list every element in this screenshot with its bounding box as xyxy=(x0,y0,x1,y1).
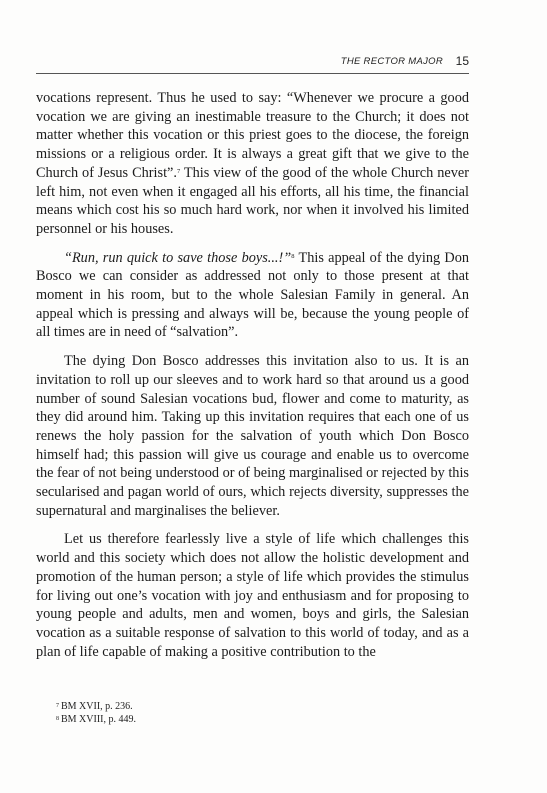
footnote-8-text: BM XVIII, p. 449. xyxy=(61,714,136,726)
footnote-7-text: BM XVII, p. 236. xyxy=(61,701,133,712)
body-text xyxy=(36,89,469,671)
paragraph-2 xyxy=(36,249,469,343)
paragraph-3: The dying Don Bosco addresses this invitation also to us. It is an invitation to roll up our sleeves and to work hard so that around us a good number of sound Salesian vocations bud, flower and come to maturity, as they did around him. Taking up this invitation requires that each one of us renews the holy passion for the salvation of youth which Don Bosco himself had; this passion will give us courage and enable us to overcome the fear of not being understood or of being marginalised or rejected by this secularised and pagan world of ours, which rejects diversity, suppresses the supernatural and marginalises the believer. xyxy=(36,353,469,519)
paragraph-1 xyxy=(36,89,469,239)
footnote-8 xyxy=(56,713,136,726)
paragraph-1-text-before: vocations represent. Thus he used to say: “Whenever we procure a good vocation we are giving an inestimable treasure to the Church; it does not matter whether this vocation or this priest goes to the diocese, the foreign missions or a religious order. It is always a great gift that we give to the Church of Jesus Christ”. xyxy=(36,90,469,181)
footnote-7 xyxy=(56,700,136,713)
paragraph-2-quote: “Run, run quick to save those boys...!” xyxy=(64,249,292,266)
footnote-7-number: 7 xyxy=(56,703,59,709)
running-title: THE RECTOR MAJOR xyxy=(340,56,443,67)
paragraph-2-text-after: This appeal of the dying Don Bosco we can consider as addressed not only to those present at that moment in his room, but to the whole Salesian Family in general. An appeal which is pressing and always will be, because the young people of all times are in need of “salvation”. xyxy=(36,249,469,341)
page-number: 15 xyxy=(455,54,469,68)
footnote-8-number: 8 xyxy=(56,716,59,723)
paragraph-4: Let us therefore fearlessly live a style of life which challenges this world and this society which does not allow the holistic development and promotion of the human person; a style of life which provides the stimulus for living out one’s vocation with joy and enthusiasm and for proposing to young people and adults, men and women, boys and girls, the Salesian vocation as a suitable response of salvation to this world of today, and as a plan of life capable of making a positive contribution to the xyxy=(36,531,469,660)
running-header xyxy=(36,55,469,74)
footnote-ref-7[interactable]: 7 xyxy=(176,167,181,175)
paragraph-1-text-after: This view of the good of the whole Church never left him, not even when it engaged all his efforts, all his time, the financial means which cost his so much hard work, nor when it involved his limited personnel or his houses. xyxy=(36,164,469,237)
footnotes xyxy=(56,700,136,727)
footnote-ref-8[interactable]: 8 xyxy=(291,252,295,260)
